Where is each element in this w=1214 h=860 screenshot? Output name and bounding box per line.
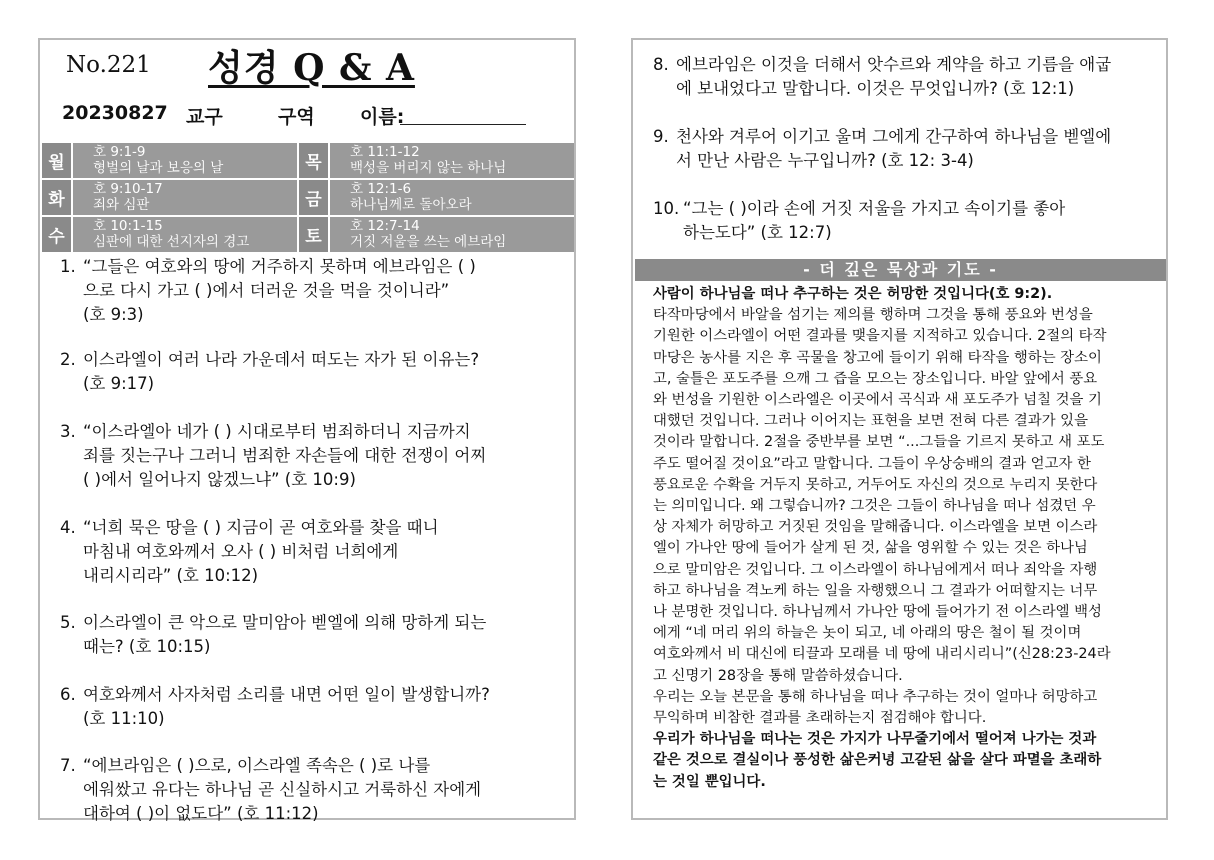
reading-title: 하나님께로 돌아오라	[350, 197, 472, 213]
question-number: 8.	[653, 55, 669, 74]
question-line: “에브라임은 ( )으로, 이스라엘 족속은 ( )로 나를	[83, 756, 431, 775]
question-line: 서 만난 사람은 누구입니까? (호 12: 3-4)	[676, 151, 974, 170]
name-field-line	[400, 124, 526, 125]
issue-number: No.221	[66, 52, 151, 78]
reading-ref: 호 10:1-15	[93, 218, 163, 234]
reading-title: 죄와 심판	[93, 197, 150, 213]
reading-ref: 호 9:10-17	[93, 181, 163, 197]
meditation-closing-line: 는 것일 뿐입니다.	[653, 773, 766, 790]
question-line: “그들은 여호와의 땅에 거주하지 못하며 에브라임은 ( )	[83, 257, 476, 276]
meditation-lead: 사람이 하나님을 떠나 추구하는 것은 허망한 것입니다(호 9:2).	[653, 286, 1053, 302]
schedule-row	[42, 143, 574, 178]
date-label: 20230827	[62, 102, 168, 124]
schedule-row	[42, 217, 574, 252]
question-line: 대하여 ( )이 없도다” (호 11:12)	[83, 804, 319, 823]
left-page	[38, 38, 576, 823]
day-label: 목	[299, 143, 330, 178]
question-number: 10.	[653, 199, 680, 218]
question-line: 때는? (호 10:15)	[83, 637, 211, 656]
question-number: 1.	[60, 257, 76, 276]
question-line: 이스라엘이 큰 악으로 말미암아 벧엘에 의해 망하게 되는	[83, 613, 487, 632]
reading-title: 심판에 대한 선지자의 경고	[93, 234, 250, 250]
question-number: 7.	[60, 756, 76, 775]
meditation-closing-line: 같은 것으로 결실이나 풍성한 삶은커녕 고갈된 삶을 살다 파멸을 초래하	[653, 752, 1102, 769]
meditation-line: 으로 말미암은 것입니다. 그 이스라엘이 하나님에게서 떠나 죄악을 자행	[653, 561, 1098, 578]
question-line: 하는도다” (호 12:7)	[683, 223, 832, 242]
question-line: ( )에서 일어나지 않겠느냐” (호 10:9)	[83, 470, 356, 489]
reading-title: 거짓 저울을 쓰는 에브라임	[350, 234, 507, 250]
question-line: 으로 다시 가고 ( )에서 더러운 것을 먹을 것이니라”	[83, 281, 450, 300]
question-line: 에워쌌고 유다는 하나님 곧 신실하시고 거룩하신 자에게	[83, 780, 482, 799]
question-line: 여호와께서 사자처럼 소리를 내면 어떤 일이 발생합니까?	[83, 685, 490, 704]
question-line: 에 보내었다고 말합니다. 이것은 무엇입니까? (호 12:1)	[676, 79, 1075, 98]
meditation-line: 여호와께서 비 대신에 티끌과 모래를 네 땅에 내리시리니”(신28:23-24라	[653, 646, 1111, 663]
meditation-line: 것이라 말합니다. 2절을 중반부를 보면 “...그들을 기르지 못하고 새 포도	[653, 434, 1105, 451]
day-label: 금	[299, 180, 330, 215]
question-line: 이스라엘이 여러 나라 가운데서 떠도는 자가 된 이유는?	[83, 350, 480, 369]
meditation-heading: - 더 깊은 묵상과 기도 -	[635, 259, 1166, 281]
reading-title: 백성을 버리지 않는 하나님	[350, 160, 507, 176]
reading-cell	[330, 143, 574, 178]
reading-cell	[73, 217, 299, 252]
reading-ref: 호 11:1-12	[350, 144, 420, 160]
meditation-line: 마당은 농사를 지은 후 곡물을 창고에 들이기 위해 타작을 행하는 장소이	[653, 349, 1102, 366]
question-line: “너희 묵은 땅을 ( ) 지금이 곧 여호와를 찾을 때니	[83, 518, 439, 537]
meditation-line: 기원한 이스라엘이 어떤 결과를 맺을지를 지적하고 있습니다. 2절의 타작	[653, 328, 1107, 345]
reading-ref: 호 9:1-9	[93, 144, 146, 160]
reading-ref: 호 12:1-6	[350, 181, 412, 197]
day-label: 월	[42, 143, 73, 178]
district-label: 구역	[278, 106, 315, 128]
meditation-closing-line: 우리가 하나님을 떠나는 것은 가지가 나무줄기에서 떨어져 나가는 것과	[653, 731, 1097, 748]
question-line: “이스라엘아 네가 ( ) 시대로부터 범죄하더니 지금까지	[83, 422, 471, 441]
schedule-row	[42, 180, 574, 215]
meditation-line: 엘이 가나안 땅에 들어가 살게 된 것, 삶을 영위할 수 있는 것은 하나님	[653, 540, 1088, 557]
meditation-line: 나 분명한 것입니다. 하나님께서 가나안 땅에 들어가기 전 이스라엘 백성	[653, 604, 1102, 621]
question-number: 5.	[60, 613, 76, 632]
meditation-line: 하고 하나님을 격노케 하는 일을 자행했으니 그 결과가 어떠할지는 너무	[653, 582, 1098, 599]
question-number: 6.	[60, 685, 76, 704]
meditation-line: 우리는 오늘 본문을 통해 하나님을 떠나 추구하는 것이 얼마나 허망하고	[653, 688, 1098, 705]
question-line: 천사와 겨루어 이기고 울며 그에게 간구하여 하나님을 벧엘에	[676, 127, 1112, 146]
meditation-line: 고 신명기 28장을 통해 말씀하셨습니다.	[653, 667, 903, 684]
meditation-line: 와 번성을 기원한 이스라엘은 이곳에서 곡식과 새 포도주가 넘칠 것을 기	[653, 392, 1102, 409]
question-number: 3.	[60, 422, 76, 441]
meditation-line: 무익하며 비참한 결과를 초래하는지 점검해야 합니다.	[653, 710, 987, 727]
question-number: 9.	[653, 127, 669, 146]
question-line: (호 9:17)	[83, 374, 155, 393]
question-line: (호 11:10)	[83, 709, 165, 728]
reading-ref: 호 12:7-14	[350, 218, 420, 234]
reading-cell	[73, 180, 299, 215]
meditation-line: 주도 떨어질 것이요”라고 말합니다. 그들이 우상숭배의 결과 얻고자 한	[653, 455, 1091, 472]
meditation-line: 타작마당에서 바알을 섬기는 제의를 행하며 그것을 통해 풍요와 번성을	[653, 307, 1093, 324]
meditation-line: 상 자체가 허망하고 거짓된 것임을 말해줍니다. 이스라엘을 보면 이스라	[653, 519, 1098, 536]
question-line: 죄를 짓는구나 그러니 범죄한 자손들에 대한 전쟁이 어찌	[83, 446, 487, 465]
question-number: 4.	[60, 518, 76, 537]
question-line: 마침내 여호와께서 오사 ( ) 비처럼 너희에게	[83, 542, 399, 561]
reading-cell	[330, 217, 574, 252]
meditation-line: 대했던 것입니다. 그러나 이어지는 표현을 보면 전혀 다른 결과가 있을	[653, 413, 1088, 430]
question-number: 2.	[60, 350, 76, 369]
name-label: 이름:	[360, 106, 405, 128]
day-label: 토	[299, 217, 330, 252]
reading-schedule	[42, 143, 574, 254]
meditation-line: 에게 “네 머리 위의 하늘은 놋이 되고, 네 아래의 땅은 철이 될 것이며	[653, 625, 1082, 642]
question-line: 에브라임은 이것을 더해서 앗수르와 계약을 하고 기름을 애굽	[676, 55, 1112, 74]
question-line: (호 9:3)	[83, 305, 144, 324]
meditation-line: 는 의미입니다. 왜 그렇습니까? 그것은 그들이 하나님을 떠나 섬겼던 우	[653, 498, 1096, 515]
church-label: 교구	[186, 106, 223, 128]
question-line: 내리시리라” (호 10:12)	[83, 566, 259, 585]
question-line: “그는 ( )이라 손에 거짓 저울을 가지고 속이기를 좋아	[683, 199, 1066, 218]
meditation-text	[653, 284, 1153, 793]
reading-title: 형벌의 날과 보응의 날	[93, 160, 224, 176]
reading-cell	[330, 180, 574, 215]
meditation-line: 풍요로운 수확을 거두지 못하고, 거두어도 자신의 것으로 누리지 못한다	[653, 476, 1098, 493]
reading-cell	[73, 143, 299, 178]
day-label: 수	[42, 217, 73, 252]
day-label: 화	[42, 180, 73, 215]
meditation-line: 고, 술틀은 포도주를 으깨 그 즙을 모으는 장소입니다. 바알 앞에서 풍요	[653, 370, 1098, 387]
right-page	[631, 38, 1168, 820]
page-title: 성경 Q & A	[208, 47, 415, 89]
